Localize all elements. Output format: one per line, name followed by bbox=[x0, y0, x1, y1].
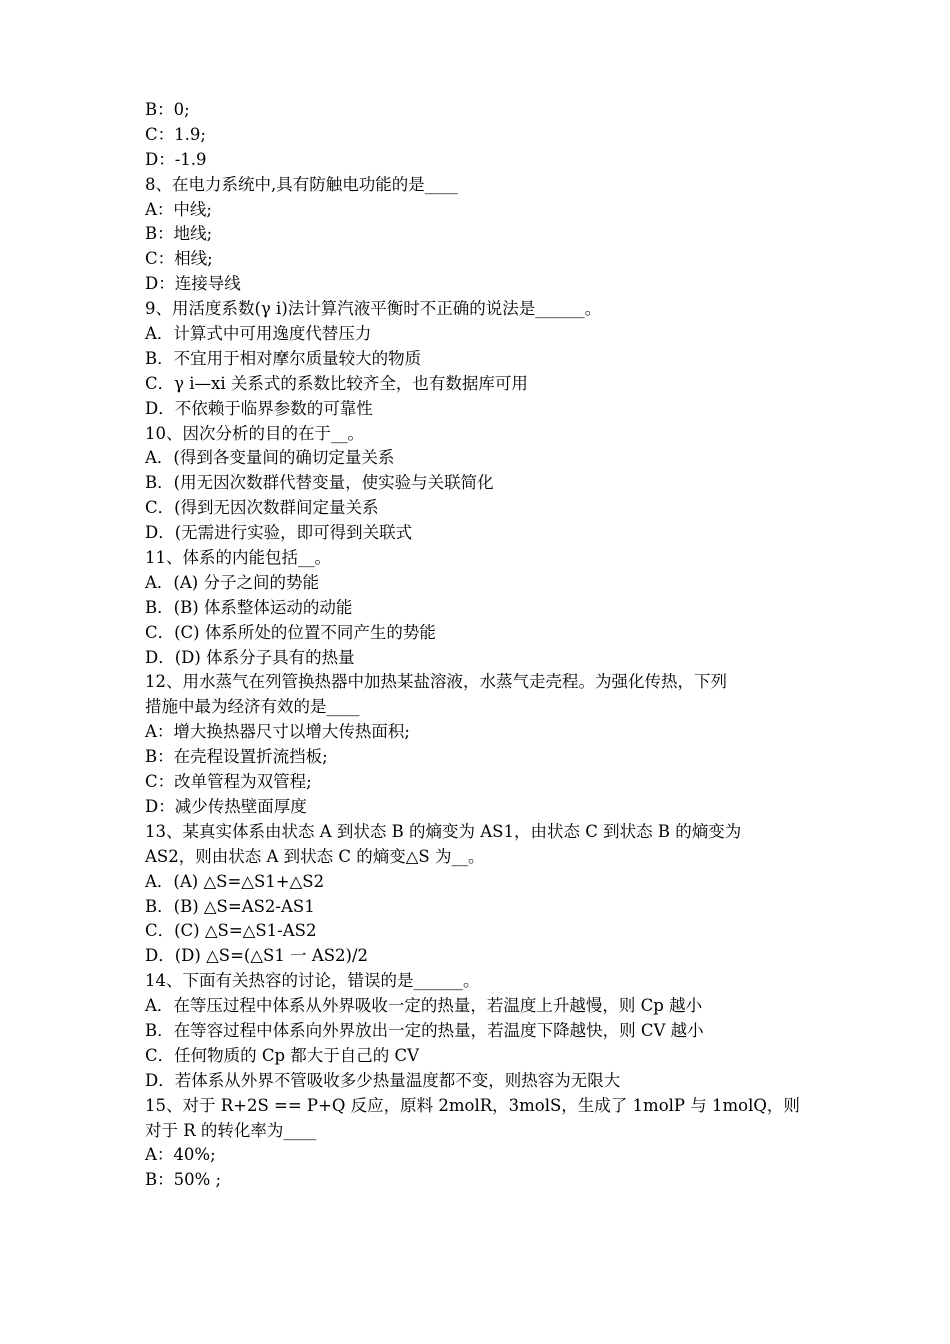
option-a-q13: A．(A) △S=△S1+△S2 bbox=[145, 871, 325, 891]
option-c-q12: C：改单管程为双管程; bbox=[145, 772, 312, 792]
option-d-q9: D．不依赖于临界参数的可靠性 bbox=[145, 398, 373, 418]
option-a-q8: A：中线; bbox=[145, 199, 212, 219]
option-b-q7: B：0; bbox=[145, 100, 190, 119]
question-15-line1: 15、对于 R+2S == P+Q 反应，原料 2molR，3molS，生成了 1molP 与 1molQ，则 bbox=[145, 1095, 800, 1115]
option-d-q7: D：-1.9 bbox=[145, 149, 207, 169]
question-13-line1: 13、某真实体系由状态 A 到状态 B 的熵变为 AS1，由状态 C 到状态 B 的熵变为 bbox=[145, 821, 742, 841]
option-b-q12: B：在壳程设置折流挡板; bbox=[145, 747, 328, 767]
option-a-q12: A：增大换热器尺寸以增大传热面积; bbox=[145, 722, 410, 742]
option-c-q13: C．(C) △S=△S1-AS2 bbox=[145, 921, 317, 941]
option-d-q14: D．若体系从外界不管吸收多少热量温度都不变，则热容为无限大 bbox=[145, 1070, 621, 1090]
option-c-q7: C：1.9; bbox=[145, 124, 206, 144]
option-c-q8: C：相线; bbox=[145, 249, 213, 269]
option-a-q14: A．在等压过程中体系从外界吸收一定的热量，若温度上升越慢，则 Cp 越小 bbox=[145, 996, 703, 1016]
question-10: 10、因次分析的目的在于__。 bbox=[145, 423, 364, 443]
option-b-q14: B．在等容过程中体系向外界放出一定的热量，若温度下降越快，则 CV 越小 bbox=[145, 1020, 704, 1040]
option-b-q9: B．不宜用于相对摩尔质量较大的物质 bbox=[145, 348, 422, 368]
option-c-q10: C．(得到无因次数群间定量关系 bbox=[145, 498, 379, 518]
option-c-q11: C．(C) 体系所处的位置不同产生的势能 bbox=[145, 622, 436, 642]
document-page bbox=[145, 98, 825, 1193]
option-a-q15: A：40%; bbox=[145, 1145, 216, 1165]
option-b-q8: B：地线; bbox=[145, 224, 213, 244]
option-d-q10: D．(无需进行实验，即可得到关联式 bbox=[145, 523, 413, 543]
question-15-line2: 对于 R 的转化率为____ bbox=[145, 1120, 317, 1140]
option-a-q9: A．计算式中可用逸度代替压力 bbox=[145, 324, 372, 344]
question-13-line2: AS2，则由状态 A 到状态 C 的熵变△S 为__。 bbox=[145, 846, 485, 866]
question-12-line2: 措施中最为经济有效的是____ bbox=[145, 697, 360, 717]
option-c-q9: C．γ i—xi 关系式的系数比较齐全，也有数据库可用 bbox=[145, 373, 528, 393]
question-9: 9、用活度系数(γ i)法计算汽液平衡时不正确的说法是______。 bbox=[145, 299, 602, 319]
option-b-q15: B：50% ; bbox=[145, 1170, 222, 1190]
option-c-q14: C．任何物质的 Cp 都大于自己的 CV bbox=[145, 1045, 420, 1065]
question-11: 11、体系的内能包括__。 bbox=[145, 548, 331, 568]
question-12-line1: 12、用水蒸气在列管换热器中加热某盐溶液，水蒸气走壳程。为强化传热，下列 bbox=[145, 672, 727, 692]
option-b-q10: B．(用无因次数群代替变量，使实验与关联简化 bbox=[145, 473, 494, 493]
option-a-q10: A．(得到各变量间的确切定量关系 bbox=[145, 448, 395, 468]
option-b-q11: B．(B) 体系整体运动的动能 bbox=[145, 597, 353, 617]
option-d-q11: D．(D) 体系分子具有的热量 bbox=[145, 647, 355, 667]
option-b-q13: B．(B) △S=AS2-AS1 bbox=[145, 896, 315, 916]
question-14: 14、下面有关热容的讨论，错误的是______。 bbox=[145, 971, 480, 991]
option-d-q8: D：连接导线 bbox=[145, 274, 241, 294]
question-8: 8、在电力系统中,具有防触电功能的是____ bbox=[145, 174, 458, 194]
option-a-q11: A．(A) 分子之间的势能 bbox=[145, 572, 319, 592]
option-d-q12: D：减少传热壁面厚度 bbox=[145, 796, 307, 816]
option-d-q13: D．(D) △S=(△S1 一 AS2)/2 bbox=[145, 946, 369, 966]
